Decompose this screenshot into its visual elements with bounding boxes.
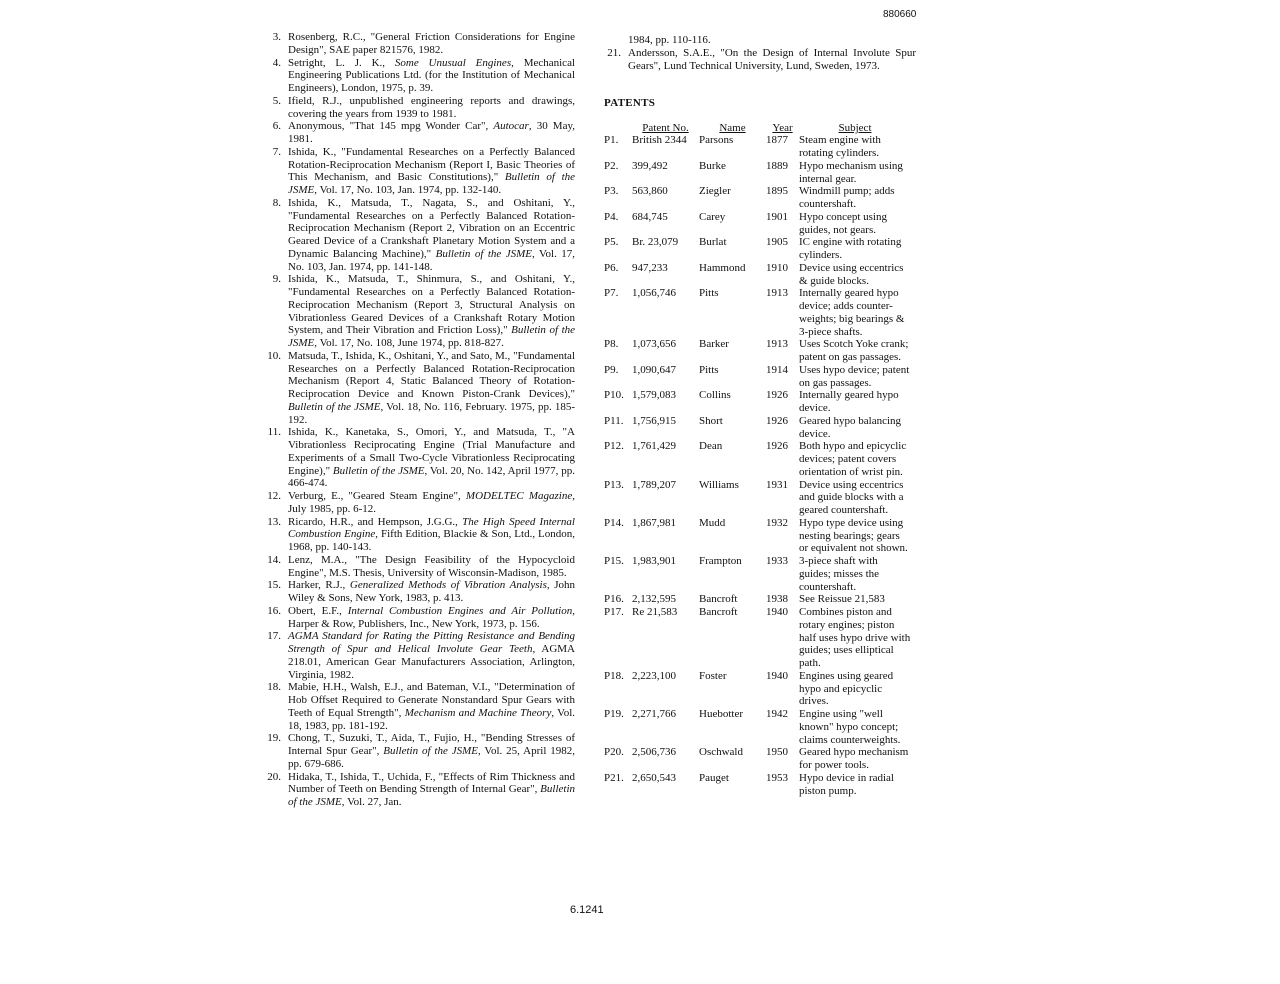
reference-segment: Ifield, R.J., unpublished engineering reports and drawings, covering the years from 1939 to 1981. <box>288 94 575 120</box>
patent-subject: Internally geared hypo device; adds counter-weights; big bearings & 3-piece shafts. <box>799 287 905 338</box>
patent-year: 1931 <box>766 478 788 491</box>
patent-id: P12. <box>604 440 624 453</box>
reference-text <box>628 47 916 73</box>
col-year: Year <box>772 122 793 135</box>
reference-item <box>262 426 575 490</box>
reference-number: 4. <box>272 56 281 69</box>
reference-item <box>604 47 916 73</box>
reference-segment: , Vol. 27, Jan. <box>341 796 402 808</box>
reference-item <box>262 681 575 732</box>
patent-id: P15. <box>604 555 624 567</box>
reference-segment: , Harper & Row, Publishers, Inc., New York, 1973, p. 156. <box>288 604 575 630</box>
reference-item <box>262 31 575 57</box>
reference-segment: , Vol. 20, No. 142, April 1977, pp. 466-474. <box>288 464 576 490</box>
reference-text <box>288 146 575 197</box>
col-patent-no: Patent No. <box>642 122 689 135</box>
patent-inventor: Pitts <box>699 287 719 300</box>
patent-year: 1905 <box>766 236 788 249</box>
reference-text <box>288 31 575 57</box>
patent-inventor: Pitts <box>699 363 719 376</box>
reference-segment: Verburg, E., "Geared Steam Engine", <box>288 490 466 502</box>
patent-number: 399,492 <box>632 159 668 172</box>
patent-year: 1914 <box>766 363 788 376</box>
reference-number: 18. <box>267 681 281 694</box>
reference-segment: Ricardo, H.R., and Hempson, J.G.G., <box>288 515 463 528</box>
reference-item <box>262 57 575 95</box>
patent-row <box>604 262 911 288</box>
patent-row <box>604 606 911 670</box>
patent-subject: Device using eccentrics & guide blocks. <box>799 261 904 287</box>
reference-segment: Mabie, H.H., Walsh, E.J., and Bateman, V.I., "Determination of Hob Offset Required to Generate Nonstandard Spur Gears with Teeth of Equal Strength", <box>288 681 575 719</box>
patent-row <box>604 517 911 555</box>
reference-segment: Obert, E.F., <box>288 604 348 617</box>
reference-italic-segment: Bulletin of the JSME <box>288 324 576 349</box>
reference-number: 16. <box>267 604 281 617</box>
reference-number: 21. <box>607 46 621 59</box>
reference-segment: , Fifth Edition, Blackie & Son, Ltd., London, 1968, pp. 140-143. <box>288 528 576 553</box>
patent-year: 1877 <box>766 134 788 147</box>
patent-subject: Geared hypo mechanism for power tools. <box>799 746 909 771</box>
patent-inventor: Frampton <box>699 555 742 567</box>
reference-segment: Matsuda, T., Ishida, K., Oshitani, Y., and Sato, M., "Fundamental Researches on a Perfectly Balanced Rotation-Reciprocation Mechanism (Report 4, Static Balanced Theory of Rotation-Reciprocation Device and Known Piston-Crank Devices)," <box>288 349 575 400</box>
patent-id: P11. <box>604 414 624 427</box>
reference-italic-segment: Some Unusual Engines, <box>394 56 514 69</box>
patent-id: P3. <box>604 185 619 198</box>
patent-subject: Steam engine with rotating cylinders. <box>799 134 881 159</box>
reference-number: 9. <box>272 273 281 286</box>
patent-row <box>604 287 911 338</box>
patents-heading: PATENTS <box>604 97 656 110</box>
reference-italic-segment: The High Speed Internal Combustion Engine <box>288 515 575 541</box>
reference-segment: , 30 May, 1981. <box>288 120 575 145</box>
reference-segment: , Vol. 25, April 1982, pp. 679-686. <box>288 745 575 770</box>
patent-row <box>604 364 911 390</box>
patent-subject: See Reissue 21,583 <box>799 593 885 606</box>
reference-segment: Ishida, K., Matsuda, T., Shinmura, S., and Oshitani, Y., "Fundamental Researches on a Perfectly Balanced Rotation-Reciprocation Mechanism (Report 3, Structural Analysis on Vibrationless Geared Devices of a Crankshaft Rotary Motion System, and Their Vibration and Friction Loss)," <box>288 273 575 337</box>
reference-segment: , AGMA 218.01, American Gear Manufacturers Association, Arlington, Virginia, 1982. <box>288 643 575 681</box>
reference-continuation: 1984, pp. 110-116. <box>628 34 711 46</box>
reference-segment: , Vol. 17, No. 103, Jan. 1974, pp. 132-140. <box>314 184 502 196</box>
patent-inventor: Oschwald <box>699 746 743 759</box>
patent-year: 1889 <box>766 159 788 172</box>
reference-text <box>288 197 575 274</box>
patent-row <box>604 746 911 772</box>
patent-row <box>604 772 911 798</box>
reference-item <box>262 732 575 770</box>
patent-inventor: Burke <box>699 159 726 172</box>
patent-row <box>604 593 911 606</box>
reference-text <box>288 95 575 121</box>
patent-number: 1,789,207 <box>632 478 676 491</box>
patent-id: P13. <box>604 478 624 491</box>
patent-inventor: Bancroft <box>699 606 738 618</box>
reference-italic-segment: AGMA Standard for Rating the Pitting Resistance and Bending Strength of Spur and Helical Involute Gear Teeth <box>288 630 575 655</box>
reference-number: 8. <box>272 196 281 209</box>
patent-number: 563,860 <box>632 185 668 198</box>
patent-number: 947,233 <box>632 261 668 274</box>
reference-segment: Ishida, K., "Fundamental Researches on a Perfectly Balanced Rotation-Reciprocation Mechanism (Report I, Basic Theories of This Mechanism, and Basic Constitutions)," <box>288 145 575 184</box>
patent-number: 2,271,766 <box>632 708 676 720</box>
patent-year: 1895 <box>766 185 788 198</box>
patent-number: 2,650,543 <box>632 771 676 784</box>
reference-italic-segment: Bulletin of the JSME <box>288 400 381 413</box>
reference-segment: , Vol. 18, 1983, pp. 181-192. <box>288 706 576 732</box>
reference-segment: Harker, R.J., <box>288 579 350 592</box>
reference-text <box>288 273 575 350</box>
reference-text <box>288 732 575 770</box>
patent-row <box>604 389 911 415</box>
reference-item <box>262 95 575 121</box>
patent-inventor: Williams <box>699 478 739 491</box>
patent-year: 1933 <box>766 555 788 567</box>
patent-subject: IC engine with rotating cylinders. <box>799 236 902 261</box>
reference-segment: , Vol. 17, No. 103, Jan. 1974, pp. 141-148. <box>288 247 575 273</box>
patent-number: 2,132,595 <box>632 593 676 606</box>
patent-year: 1940 <box>766 669 788 682</box>
patent-subject: 3-piece shaft with guides; misses the countershaft. <box>799 555 880 593</box>
patent-inventor: Collins <box>699 389 731 402</box>
patent-id: P5. <box>604 236 619 249</box>
patent-number: 2,223,100 <box>632 669 676 682</box>
patent-year: 1953 <box>766 771 788 784</box>
patent-row <box>604 236 911 262</box>
patent-inventor: Mudd <box>699 516 726 529</box>
patent-row <box>604 479 911 517</box>
patent-inventor: Huebotter <box>699 708 743 720</box>
patent-subject: Hypo mechanism using internal gear. <box>799 159 903 185</box>
patent-year: 1910 <box>766 261 788 274</box>
patent-year: 1926 <box>766 440 788 453</box>
patent-number: Re 21,583 <box>632 606 678 618</box>
patent-inventor: Dean <box>699 440 723 453</box>
patent-inventor: Parsons <box>699 134 734 147</box>
patent-inventor: Bancroft <box>699 593 738 606</box>
reference-item <box>262 605 575 631</box>
reference-number: 12. <box>267 490 281 502</box>
patent-year: 1926 <box>766 414 788 427</box>
patent-number: 1,073,656 <box>632 338 676 351</box>
reference-item <box>262 273 575 350</box>
reference-text <box>288 57 575 95</box>
reference-item <box>262 197 575 274</box>
reference-number: 11. <box>267 426 281 439</box>
reference-number: 6. <box>272 120 281 133</box>
reference-italic-segment: Autocar <box>493 120 529 133</box>
patent-year: 1950 <box>766 746 788 759</box>
reference-segment: Setright, L. J. K., <box>288 56 395 69</box>
reference-number: 14. <box>267 553 281 566</box>
patent-subject: Engines using geared hypo and epicyclic drives. <box>799 669 894 708</box>
patent-row <box>604 160 911 186</box>
patent-id: P21. <box>604 771 624 784</box>
reference-italic-segment: MODELTEC Magazine <box>465 490 573 502</box>
reference-text <box>288 350 575 427</box>
patent-id: P17. <box>604 606 624 618</box>
patent-year: 1942 <box>766 708 788 720</box>
patent-subject: Hypo type device using nesting bearings; gears or equivalent not shown. <box>799 516 908 555</box>
patent-number: Br. 23,079 <box>632 236 679 249</box>
patents-table <box>604 122 911 797</box>
reference-segment: Ishida, K., Matsuda, T., Nagata, S., and Oshitani, Y., "Fundamental Researches on a Perfectly Balanced Rotation-Reciprocation Mechanism (Report 2, Vibration on an Eccentric Geared Device of a Crankshaft Planetary Motion System and a Dynamic Balancing Machine)," <box>288 196 575 260</box>
reference-number: 13. <box>267 515 281 528</box>
patent-number: 1,090,647 <box>632 363 676 376</box>
patent-id: P1. <box>604 134 619 147</box>
reference-text <box>288 630 575 681</box>
patent-row <box>604 134 911 160</box>
patent-year: 1913 <box>766 338 788 351</box>
patent-year: 1926 <box>766 389 788 402</box>
patent-number: 2,506,736 <box>632 746 676 759</box>
reference-number: 20. <box>267 770 281 783</box>
reference-italic-segment: Bulletin of the JSME <box>383 745 478 757</box>
patent-number: 1,867,981 <box>632 516 676 529</box>
patent-number: 1,983,901 <box>632 555 676 567</box>
reference-item <box>262 350 575 427</box>
reference-text <box>288 681 575 732</box>
reference-italic-segment: Mechanism and Machine Theory <box>404 706 552 719</box>
reference-segment: , John Wiley & Sons, New York, 1983, p. 413. <box>288 579 575 604</box>
patent-inventor: Short <box>699 414 723 427</box>
patent-inventor: Foster <box>699 669 727 682</box>
reference-number: 3. <box>272 31 281 43</box>
patent-subject: Uses Scotch Yoke crank; patent on gas passages. <box>799 338 909 363</box>
reference-item <box>262 630 575 681</box>
reference-text <box>288 490 575 516</box>
reference-number: 7. <box>272 145 281 158</box>
patent-row <box>604 185 911 211</box>
patent-id: P2. <box>604 159 619 172</box>
reference-item <box>262 579 575 605</box>
patent-number: 684,745 <box>632 210 668 223</box>
patent-id: P8. <box>604 338 619 351</box>
reference-italic-segment: Bulletin of the JSME <box>332 464 425 477</box>
patent-id: P18. <box>604 669 624 682</box>
reference-italic-segment: Internal Combustion Engines and Air Pollution <box>347 604 573 617</box>
patent-row <box>604 338 911 364</box>
patent-row <box>604 670 911 708</box>
patent-year: 1938 <box>766 593 788 606</box>
patents-header-row <box>604 122 911 134</box>
page-number: 6.1241 <box>570 904 604 916</box>
reference-segment: Anonymous, "That 145 mpg Wonder Car", <box>288 120 494 133</box>
reference-number: 19. <box>267 732 281 745</box>
reference-segment: , Vol. 17, No. 108, June 1974, pp. 818-827. <box>314 337 504 349</box>
patent-id: P10. <box>604 389 624 402</box>
patent-row <box>604 708 911 746</box>
reference-italic-segment: Bulletin of the JSME <box>288 171 576 196</box>
paper-id: 880660 <box>883 9 917 20</box>
reference-text <box>288 554 575 580</box>
reference-segment: Lenz, M.A., "The Design Feasibility of the Hypocycloid Engine", M.S. Thesis, University of Wisconsin-Madison, 1985. <box>288 553 575 579</box>
reference-segment: , July 1985, pp. 6-12. <box>288 490 575 515</box>
col-name: Name <box>719 122 746 135</box>
patent-subject: Both hypo and epicyclic devices; patent covers orientation of wrist pin. <box>799 440 907 478</box>
reference-italic-segment: Bulletin of the JSME <box>288 783 575 808</box>
patent-subject: Geared hypo balancing device. <box>799 414 902 440</box>
patent-number: 1,056,746 <box>632 287 676 300</box>
patent-inventor: Pauget <box>699 771 729 784</box>
reference-text <box>288 771 575 809</box>
col-subject: Subject <box>838 122 872 135</box>
patent-row <box>604 211 911 237</box>
patent-id: P20. <box>604 746 624 759</box>
patent-subject: Windmill pump; adds countershaft. <box>799 185 895 210</box>
reference-text <box>288 579 575 605</box>
patent-year: 1913 <box>766 287 788 300</box>
patent-id: P16. <box>604 593 624 606</box>
reference-number: 5. <box>272 94 281 107</box>
patent-row <box>604 440 911 478</box>
patent-id: P19. <box>604 708 624 720</box>
reference-segment: Chong, T., Suzuki, T., Aida, T., Fujio, H., "Bending Stresses of Internal Spur Gear", <box>288 732 575 757</box>
patent-subject: Device using eccentrics and guide blocks with a geared countershaft. <box>799 478 904 516</box>
patent-id: P6. <box>604 261 619 274</box>
patent-inventor: Hammond <box>699 261 746 274</box>
patent-inventor: Ziegler <box>699 185 731 198</box>
patent-id: P7. <box>604 287 619 300</box>
reference-segment: , Vol. 18, No. 116, February. 1975, pp. 185-192. <box>288 400 575 426</box>
patent-subject: Engine using "well known" hypo concept; claims counterweights. <box>799 708 901 746</box>
references-right-list <box>604 47 916 73</box>
reference-number: 17. <box>267 630 281 643</box>
reference-italic-segment: Bulletin of the JSME <box>435 247 532 260</box>
patent-id: P4. <box>604 210 619 223</box>
reference-segment: Andersson, S.A.E., "On the Design of Internal Involute Spur Gears", Lund Technical University, Lund, Sweden, 1973. <box>628 46 916 72</box>
reference-text <box>288 516 575 554</box>
patent-subject: Hypo device in radial piston pump. <box>799 771 894 797</box>
reference-item <box>262 120 575 146</box>
patent-row <box>604 415 911 441</box>
reference-italic-segment: Generalized Methods of Vibration Analysis <box>349 579 547 592</box>
reference-item <box>262 146 575 197</box>
reference-text <box>288 120 575 146</box>
patent-inventor: Burlat <box>699 236 727 249</box>
patent-number: 1,579,083 <box>632 389 676 402</box>
reference-number: 15. <box>267 579 281 592</box>
patent-id: P14. <box>604 516 624 529</box>
reference-text <box>288 605 575 631</box>
patent-subject: Combines piston and rotary engines; piston half uses hypo drive with guides; uses elliptical path. <box>799 606 911 669</box>
reference-segment: Hidaka, T., Ishida, T., Uchida, F., "Effects of Rim Thickness and Number of Teeth on Bending Strength of Internal Gear", <box>288 770 575 796</box>
reference-segment: Mechanical Engineering Publications Ltd. (for the Institution of Mechanical Engineers), London, 1975, p. 39. <box>288 56 576 94</box>
patent-number: 1,756,915 <box>632 414 676 427</box>
reference-text <box>288 426 575 490</box>
reference-item <box>262 490 575 516</box>
reference-item <box>262 771 575 809</box>
reference-segment: Ishida, K., Kanetaka, S., Omori, Y., and Matsuda, T., "A Vibrationless Reciprocating Engine (Trial Manufacture and Experiments of a Small Two-Cycle Vibrationless Reciprocating Engine)," <box>288 426 575 477</box>
patent-year: 1901 <box>766 210 788 223</box>
patent-id: P9. <box>604 363 619 376</box>
patent-number: 1,761,429 <box>632 440 676 453</box>
reference-segment: Rosenberg, R.C., "General Friction Considerations for Engine Design", SAE paper 821576, 1982. <box>288 31 575 56</box>
patent-year: 1932 <box>766 516 788 529</box>
patent-subject: Uses hypo device; patent on gas passages. <box>799 363 910 389</box>
patent-inventor: Barker <box>699 338 729 351</box>
reference-item <box>262 516 575 554</box>
patent-row <box>604 555 911 593</box>
patent-inventor: Carey <box>699 210 726 223</box>
references-right-column <box>604 34 916 797</box>
patent-number: British 2344 <box>632 134 687 147</box>
patent-year: 1940 <box>766 606 788 618</box>
patent-subject: Internally geared hypo device. <box>799 389 899 414</box>
references-left-column <box>262 31 575 809</box>
reference-item <box>262 554 575 580</box>
patent-subject: Hypo concept using guides, not gears. <box>799 210 887 236</box>
reference-number: 10. <box>267 349 281 362</box>
